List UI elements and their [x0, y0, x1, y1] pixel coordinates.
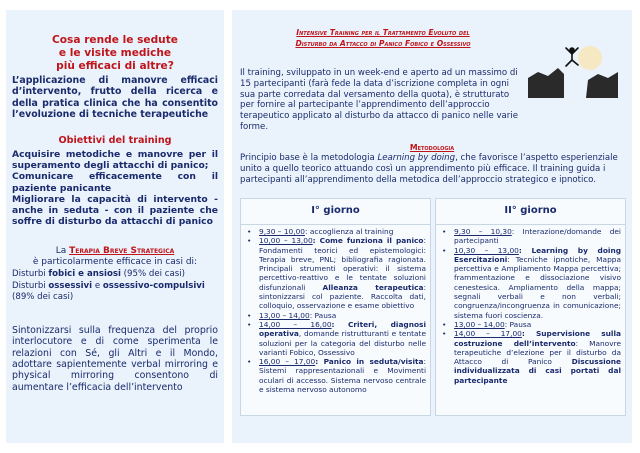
time: 14,00 – 16,00 [259, 319, 332, 329]
jumping-person-photo [528, 38, 618, 98]
desc-bold-2: Alleanza terapeutica [322, 282, 424, 292]
day-2-schedule [436, 227, 625, 385]
training-title-line-2: Disturbo da Attacco di Panico Fobico e Ossessivo [295, 38, 471, 48]
time: 13,00 – 14,00 [454, 319, 505, 329]
time: 13,00 – 14,00 [259, 310, 310, 320]
schedule-item [247, 227, 426, 236]
day-1-title: I° giorno [241, 199, 430, 225]
schedule-item [442, 246, 621, 320]
title-line-2: e le visite mediche [58, 47, 172, 59]
day-1-column [240, 198, 431, 416]
schedule-grid [240, 198, 626, 416]
desc-bold: : Supervisione sulla costruzione dell’intervento [454, 329, 621, 348]
desc: : Manovre terapeutiche d’elezione per il disturbo da Attacco di Panico [454, 338, 622, 367]
objective-item: Migliorare la capacità di intervento - anche in seduta - con il paziente che soffre di disturbo da attacchi di panico [12, 193, 218, 228]
left-title [12, 34, 218, 73]
tbs-text: è particolarmente efficace in casi di: [32, 256, 198, 267]
dis-bold: ossessivi [48, 280, 93, 291]
desc: , domande ristrutturanti e tentate soluzioni per la categoria del disturbo nelle varianti Fobico, Ossessivo [259, 329, 426, 357]
desc-bold: : Learning by doing Esercitazioni [454, 245, 622, 264]
dis-suffix: (89% dei casi) [12, 291, 74, 302]
time: 16,00 – 17,00 [259, 357, 316, 367]
tbs-prefix: La [55, 245, 70, 256]
time: 10,30 – 13,00 [454, 245, 519, 255]
dis-prefix: Disturbi [12, 268, 49, 279]
title-line-3: più efficaci di altre? [56, 60, 174, 72]
method-text-emph: Learning by doing [377, 153, 456, 163]
right-panel [232, 10, 632, 443]
method-text [240, 153, 626, 185]
method-title: Metodologia [409, 143, 455, 152]
day-1-schedule [241, 227, 430, 394]
method-text-b: , che favorisce l’aspetto esperienziale unito a quello teorico attuando così un apprendimento più efficace. Il training guida i partecipanti all’apprendimento della metodica dell’approccio strategico e ipnotico. [240, 153, 618, 185]
day-2-column [435, 198, 626, 416]
time: 9,30 – 10,00 [259, 227, 306, 236]
desc: : Sistemi rappresentazionali e Movimenti oculari di accesso. Sistema nervoso centrale e sistema nervoso autonomo [259, 357, 426, 395]
method-text-a: Principio base è la metodologia [240, 153, 378, 163]
schedule-item [442, 329, 621, 385]
desc: : Tecniche ipnotiche, Mappa percettiva e Ampliamento Mappa percettiva; frammentazione e dissociazione visivo cenestesica. Ampliamento della mappa; segnali verbali e non verbali; congruenza/incongruenza in comunicazione; sistema fuori coscienza. [454, 254, 621, 320]
desc-bold-2: Discussione individualizzata di casi portati dal partecipante [454, 357, 621, 385]
schedule-item [247, 236, 426, 310]
tbs-block [12, 246, 218, 268]
time: 9,30 – 10,30 [454, 227, 512, 236]
training-title-line-1: Intensive Training per il Trattamento Evoluto del [296, 28, 470, 37]
objectives-title: Obiettivi del training [58, 134, 172, 146]
dis-mid: e [92, 280, 103, 291]
desc: : Pausa [504, 319, 532, 329]
objectives-list [12, 149, 218, 228]
time: 14,00 – 17,00 [454, 329, 522, 339]
schedule-item [247, 320, 426, 357]
dis-suffix: (95% dei casi) [120, 268, 185, 279]
desc-bold: : Panico in seduta/visita [315, 357, 424, 367]
training-intro: Il training, sviluppato in un week-end e aperto ad un massimo di 15 partecipanti (farà fede la data d’iscrizione completa in ogni sua parte corredata dal versamento della quota), è strutturato per fornire al partecipante l’apprendimento dell’approccio terapeutico applicato al disturbo da attacco di panico nelle varie forme. [240, 68, 519, 132]
training-title [258, 28, 508, 49]
schedule-item [247, 311, 426, 320]
objective-item: Acquisire metodiche e manovre per il superamento degli attacchi di panico; [12, 148, 218, 171]
dis-bold-2: ossessivo-compulsivi [102, 280, 205, 291]
title-line-1: Cosa rende le sedute [52, 34, 178, 46]
desc-2: : sintonizzarsi col paziente. Raccolta dati, colloquio, osservazione e esame obiettivo [259, 282, 426, 311]
desc-bold: : Come funziona il panico [312, 236, 424, 246]
schedule-item [442, 227, 621, 246]
time: 10,00 – 13,00 [259, 236, 313, 246]
desc-bold: : Criteri, diagnosi operativa [259, 319, 426, 339]
schedule-item [442, 320, 621, 329]
disorders-line-1 [12, 269, 218, 280]
dis-bold: fobici e ansiosi [48, 268, 121, 279]
schedule-item [247, 357, 426, 394]
tbs-name: Terapia Breve Strategica [69, 245, 175, 256]
dis-prefix: Disturbi [12, 280, 49, 291]
desc: : Fondamenti teorici ed epistemologici: Terapia breve, PNL; bibliografia ragionata. Principali strumenti operativi: il sistema percettivo-reattivo e le tentate soluzioni disfunzionali [259, 236, 426, 292]
desc: : accoglienza al training [305, 227, 394, 236]
left-panel [6, 10, 224, 443]
day-2-title: II° giorno [436, 199, 625, 225]
disorders-line-2 [12, 281, 218, 303]
desc: : Pausa [309, 310, 337, 320]
left-intro: L’applicazione di manovre efficaci d’intervento, frutto della ricerca e della pratica clinica che ha consentito l’evoluzione di tecniche terapeutiche [12, 75, 218, 121]
objective-item: Comunicare efficacemente con il paziente panicante [12, 171, 218, 194]
syntonize-text: Sintonizzarsi sulla frequenza del proprio interlocutore e di come sperimenta le relazioni con Sé, gli Altri e il Mondo, adottare sapientemente verbal mirroring e physical mirroring consentono di aumentare l’efficacia dell’intervento [12, 324, 218, 393]
desc: : Interazione/domande dei partecipanti [454, 227, 621, 246]
